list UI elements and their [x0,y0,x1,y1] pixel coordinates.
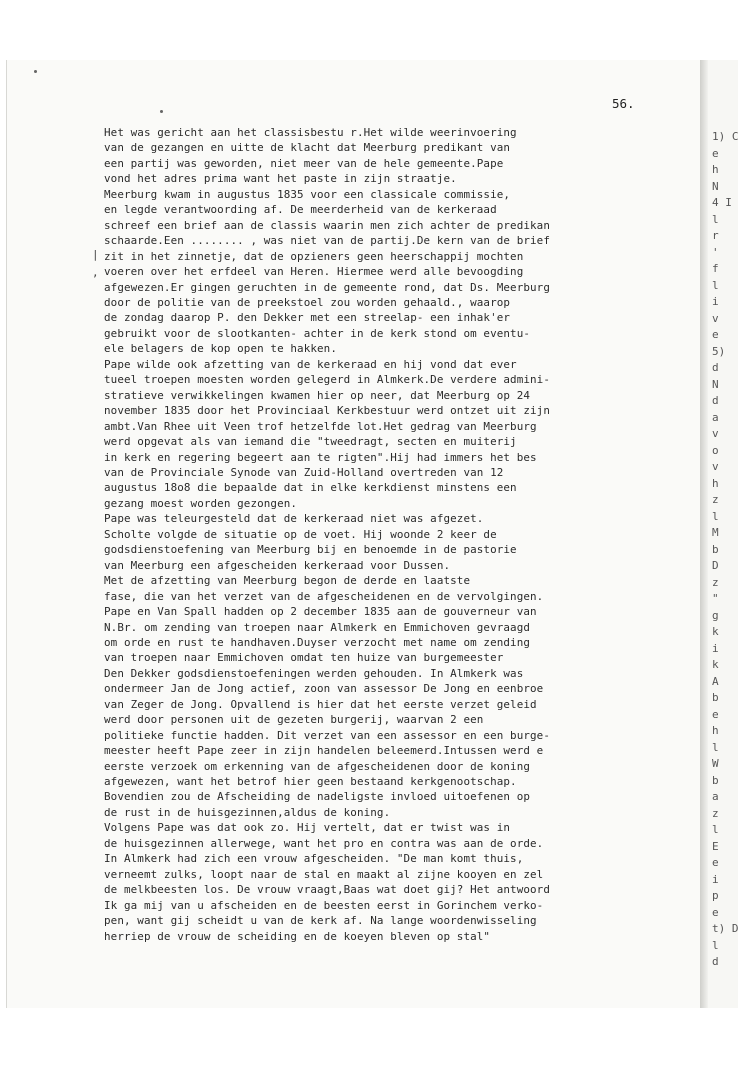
next-page-fragment: l [712,938,719,952]
margin-tick-mark: , [92,266,99,279]
text-line: van Zeger de Jong. Opvallend is hier dat het eerste verzet geleid [104,697,537,711]
text-line: meester heeft Pape zeer in zijn handelen beleemerd.Intussen werd e [104,744,544,758]
next-page-fragment: z [712,806,719,820]
text-line: ele belagers de kop open te hakken. [104,342,337,356]
text-line: de melkbeesten los. De vrouw vraagt,Baas wat doet gij? Het antwoord [104,883,550,897]
text-line: verneemt zulks, loopt naar de stal en maakt al zijne kooyen en zel [104,867,544,881]
next-page-fragment: t) D [712,922,738,935]
text-line: de rust in de huisgezinnen,aldus de koning. [104,805,391,819]
next-page-fragment: N [712,179,719,193]
next-page-fragment: v [712,311,719,325]
text-line: fase, die van het verzet van de afgescheidenen en de vervolgingen. [104,589,544,603]
next-page-fragment: v [712,460,719,473]
text-line: en legde verantwoording af. De meerderheid van de kerkeraad [104,203,497,217]
next-page-fragment: l [712,740,719,754]
text-line: vond het adres prima want het paste in zijn straatje. [104,172,457,186]
text-line: van de gezangen en uitte de klacht dat Meerburg predikant van [104,141,511,155]
next-page-fragment: b [712,542,719,556]
page-number: 56. [612,96,635,111]
next-page-fragment: r [712,229,719,242]
text-line: van troepen naar Emmichoven omdat ten huize van burgemeester [104,651,504,665]
next-page-fragment: N [712,377,719,391]
text-line: ambt.Van Rhee uit Veen trof hetzelfde lot.Het gedrag van Meerburg [104,419,537,433]
text-line: godsdienstoefening van Meerburg bij en benoemde in de pastorie [104,543,517,557]
text-line: afgewezen, want het betrof hier geen bestaand kerkgenootschap. [104,775,517,789]
text-line: Bovendien zou de Afscheiding de nadeligste invloed uitoefenen op [104,790,531,804]
text-line: stratieve verwikkelingen kwamen hier op neer, dat Meerburg op 24 [104,388,531,402]
text-line: schreef een brief aan de classis waarin men zich achter de predikan [104,218,550,232]
text-line: de huisgezinnen allerwege, want het pro en contra was aan de orde. [104,836,544,850]
text-line: Den Dekker godsdienstoefeningen werden gehouden. In Almkerk was [104,666,524,680]
text-line: afgewezen.Er gingen geruchten in de gemeente rond, dat Ds. Meerburg [104,280,550,294]
next-page-fragment: l [712,212,719,226]
next-page-fragment: e [712,146,719,160]
text-line: pen, want gij scheidt u van de kerk af. Na lange woordenwisseling [104,914,537,928]
text-line: van Meerburg een afgescheiden kerkeraad voor Dussen. [104,558,451,572]
text-line: Scholte volgde de situatie op de voet. Hij woonde 2 keer de [104,527,497,541]
text-line: herriep de vrouw de scheiding en de koeyen bleven op stal" [104,929,491,943]
next-page-fragment: A [712,674,719,688]
next-page-fragment: " [712,592,719,605]
next-page-fragment: z [712,493,719,506]
text-line: eerste verzoek om erkenning van de afgescheidenen door de koning [104,759,531,773]
next-page-fragment: k [712,625,719,638]
text-line: in kerk en regering begeert aan te rigten".Hij had immers het bes [104,450,537,464]
text-line: een partij was geworden, niet meer van de hele gemeente.Pape [104,156,504,170]
text-line: Pape was teleurgesteld dat de kerkeraad niet was afgezet. [104,512,484,526]
next-page-fragment: i [712,641,719,655]
text-line: N.Br. om zending van troepen naar Almkerk en Emmichoven gevraagd [104,620,531,634]
page-gutter [700,60,708,1008]
text-line: Volgens Pape was dat ook zo. Hij vertelt, dat er twist was in [104,821,511,835]
next-page-fragment: d [712,955,719,968]
paper-speck [34,70,37,73]
next-page-fragment: D [712,559,719,572]
next-page-fragment: a [712,410,719,424]
text-line: van de Provinciale Synode van Zuid-Holland overtreden van 12 [104,465,504,479]
text-line: ondermeer Jan de Jong actief, zoon van assessor De Jong en eenbroe [104,682,544,696]
next-page-fragment: h [712,476,719,490]
paper-speck [160,110,163,113]
next-page-fragment: k [712,658,719,671]
next-page-fragment: z [712,575,719,589]
next-page-fragment: l [712,823,719,836]
text-line: werd door personen uit de gezeten burgerij, waarvan 2 een [104,713,484,727]
next-page-fragment: g [712,608,719,622]
next-page-fragment: h [712,163,719,176]
text-line: Met de afzetting van Meerburg begon de derde en laatste [104,574,471,588]
text-line: werd opgevat als van iemand die "tweedragt, secten en muiterij [104,435,517,449]
text-line: tueel troepen moesten worden gelegerd in Almkerk.De verdere admini- [104,373,550,387]
next-page-fragment: M [712,526,719,539]
next-page-fragment: e [712,707,719,721]
next-page-fragment: b [712,691,719,704]
next-page-fragment: ' [712,245,719,259]
next-page-fragment: f [712,262,719,275]
next-page-fragment: 5) [712,344,726,358]
next-page-fragment: W [712,757,719,770]
next-page-fragment: e [712,905,719,919]
next-page-fragment: 1) C [712,130,738,143]
next-page-fragment: e [712,856,719,869]
margin-tick-mark: | [92,248,99,261]
next-page-fragment: 4 I [712,196,732,209]
next-page-edge [708,60,738,1008]
text-line: november 1835 door het Provinciaal Kerkbestuur werd ontzet uit zijn [104,404,550,418]
next-page-fragment: p [712,889,719,902]
next-page-fragment: d [712,361,719,374]
next-page-fragment: o [712,443,719,457]
text-line: zit in het zinnetje, dat de opzieners geen heerschappij mochten [104,249,524,263]
text-line: Pape en Van Spall hadden op 2 december 1835 aan de gouverneur van [104,605,537,619]
next-page-fragment: e [712,328,719,341]
text-line: de zondag daarop P. den Dekker met een streelap- een inhak'er [104,311,511,325]
next-page-fragment: a [712,790,719,803]
text-line: schaarde.Een ........ , was niet van de partij.De kern van de brief [104,234,550,248]
next-page-fragment: l [712,278,719,292]
text-line: Ik ga mij van u afscheiden en de beesten eerst in Gorinchem verko- [104,898,544,912]
body-text [104,125,698,944]
text-line: gebruikt voor de slootkanten- achter in de kerk stond om eventu- [104,326,531,340]
next-page-fragment: d [712,394,719,407]
text-line: augustus 18o8 die bepaalde dat in elke kerkdienst minstens een [104,481,517,495]
text-line: voeren over het erfdeel van Heren. Hiermee werd alle bevoogding [104,265,524,279]
text-line: In Almkerk had zich een vrouw afgescheiden. "De man komt thuis, [104,852,524,866]
text-line: Het was gericht aan het classisbestu r.Het wilde weerinvoering [104,126,517,139]
text-line: om orde en rust te handhaven.Duyser verzocht met name om zending [104,635,531,649]
next-page-fragment: l [712,509,719,523]
next-page-fragment: h [712,724,719,737]
text-line: Pape wilde ook afzetting van de kerkeraad en hij vond dat ever [104,357,517,371]
next-page-fragment: b [712,773,719,787]
next-page-fragment: E [712,839,719,853]
next-page-fragment: v [712,427,719,440]
text-line: gezang moest worden gezongen. [104,496,298,510]
text-line: Meerburg kwam in augustus 1835 voor een classicale commissie, [104,187,511,201]
next-page-fragment: i [712,295,719,308]
text-line: door de politie van de preekstoel zou worden gehaald., waarop [104,295,511,309]
text-line: politieke functie hadden. Dit verzet van een assessor en een burge- [104,728,550,742]
next-page-fragment: i [712,872,719,886]
